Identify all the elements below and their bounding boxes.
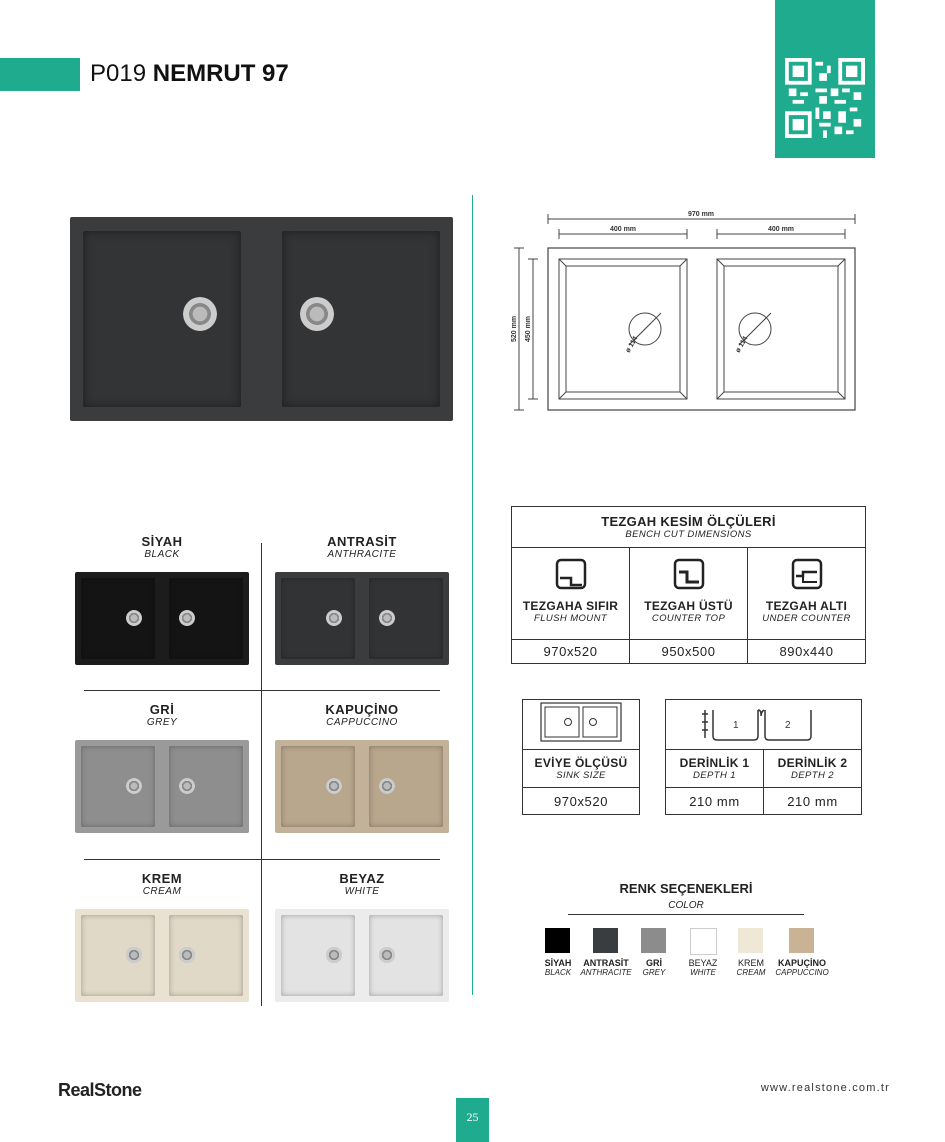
swatch-name-en: BLACK — [544, 968, 572, 977]
sink-outline-icon — [540, 702, 622, 742]
variant-bowl-left — [81, 578, 155, 659]
cut-dimensions-table — [511, 506, 866, 664]
variant-name-en: CREAM — [142, 886, 182, 897]
main-sink-photo — [70, 217, 453, 421]
variant-label — [275, 534, 449, 560]
dim-drain-right: ø 114 — [734, 335, 750, 354]
cut-title: TEZGAH KESİM ÖLÇÜLERİ — [601, 514, 776, 529]
page-title — [90, 60, 289, 88]
variant-name-en: WHITE — [344, 886, 380, 897]
variant-label — [75, 534, 249, 560]
flush-mount-label: TEZGAHA SIFIR — [522, 599, 619, 613]
under-counter-icon — [791, 558, 823, 590]
variant-bowl-left — [281, 915, 355, 996]
variant-name-tr: BEYAZ — [339, 871, 385, 886]
variant-drain-left — [126, 610, 142, 626]
flush-mount-en: FLUSH MOUNT — [534, 613, 608, 624]
color-options-rule — [568, 914, 804, 915]
swatch-name-tr: ANTRASİT — [583, 958, 629, 968]
variant-drain-right — [379, 610, 395, 626]
color-options-title: RENK SEÇENEKLERİ — [619, 881, 753, 896]
under-counter-en: UNDER COUNTER — [762, 613, 851, 624]
sink-bowl-left — [83, 231, 241, 407]
grid-hline-1 — [84, 690, 440, 691]
grid-vline — [261, 543, 262, 1006]
counter-top-en: COUNTER TOP — [651, 613, 726, 624]
variant-drain-right — [179, 778, 195, 794]
variant-name-en: CAPPUCCINO — [326, 717, 398, 728]
variant-bowl-left — [281, 746, 355, 827]
swatch-name-en: CAPPUCCINO — [775, 968, 829, 977]
grid-hline-2 — [84, 859, 440, 860]
variant-name-en: BLACK — [144, 549, 180, 560]
sink-size-en: SINK SIZE — [556, 770, 606, 781]
variant-sink-photo — [275, 572, 449, 665]
dim-bowl-left: 400 mm — [609, 226, 637, 233]
variant-sink-photo — [75, 572, 249, 665]
flush-mount-icon — [555, 558, 587, 590]
depth-marker-2: 2 — [784, 720, 791, 731]
page-number-tab — [456, 1098, 489, 1142]
variant-drain-right — [379, 778, 395, 794]
color-swatch — [641, 928, 666, 953]
depth1-value: 210 mm — [666, 788, 764, 815]
page-divider — [472, 195, 473, 995]
depth-table — [665, 699, 862, 815]
swatch-name-tr: GRİ — [645, 958, 662, 968]
depth1-en: DEPTH 1 — [693, 770, 736, 781]
swatch-name-en: GREY — [642, 968, 666, 977]
product-code: P019 — [90, 60, 147, 87]
color-swatch — [738, 928, 763, 953]
dim-overall-depth: 520 mm — [511, 315, 518, 343]
dim-bowl-depth: 450 mm — [525, 315, 532, 343]
swatch-name-tr: SİYAH — [544, 958, 572, 968]
color-swatch — [545, 928, 570, 953]
color-options-subtitle: COLOR — [668, 900, 704, 911]
header-band — [0, 58, 80, 91]
under-counter-label: TEZGAH ALTI — [765, 599, 848, 613]
variant-drain-left — [326, 778, 342, 794]
drain-right — [300, 297, 334, 331]
qr-panel — [775, 0, 875, 158]
dim-bowl-right: 400 mm — [767, 226, 795, 233]
depth1-label: DERİNLİK 1 — [679, 756, 750, 770]
sink-size-value: 970x520 — [523, 788, 640, 815]
variant-drain-left — [126, 947, 142, 963]
brand-logo: RealStone — [58, 1080, 142, 1100]
drain-left — [183, 297, 217, 331]
dim-overall-width: 970 mm — [687, 211, 715, 218]
variant-name-tr: KREM — [141, 871, 183, 886]
variant-label — [275, 871, 449, 897]
product-name: NEMRUT 97 — [152, 60, 289, 87]
qr-code-icon — [785, 58, 865, 138]
variant-name-tr: SİYAH — [141, 534, 183, 549]
variant-name-tr: ANTRASİT — [327, 534, 397, 549]
depth-marker-1: 1 — [732, 720, 739, 731]
variant-sink-photo — [275, 909, 449, 1002]
variant-label — [275, 702, 449, 728]
page-number: 25 — [466, 1110, 479, 1124]
variant-sink-photo — [75, 740, 249, 833]
sink-size-label: EVİYE ÖLÇÜSÜ — [534, 756, 628, 770]
dim-drain-left: ø 114 — [624, 335, 640, 354]
depth2-label: DERİNLİK 2 — [777, 756, 848, 770]
variant-drain-right — [379, 947, 395, 963]
color-swatch — [690, 928, 717, 955]
variant-label — [75, 871, 249, 897]
swatch-name-tr: KREM — [737, 958, 764, 968]
variant-name-en: ANTHRACITE — [327, 549, 397, 560]
variant-drain-right — [179, 947, 195, 963]
variant-drain-left — [326, 947, 342, 963]
swatch-name-tr: KAPUÇİNO — [777, 958, 826, 968]
swatch-name-tr: BEYAZ — [688, 958, 718, 968]
counter-top-value: 950x500 — [630, 640, 748, 664]
counter-top-label: TEZGAH ÜSTÜ — [644, 599, 733, 613]
variant-drain-left — [126, 778, 142, 794]
color-swatch — [789, 928, 814, 953]
sink-size-table — [522, 699, 640, 815]
depth-profile-icon — [699, 702, 829, 742]
swatch-name-en: ANTHRACITE — [580, 968, 632, 977]
variant-drain-right — [179, 610, 195, 626]
swatch-name-en: CREAM — [736, 968, 766, 977]
under-counter-value: 890x440 — [748, 640, 866, 664]
variant-sink-photo — [75, 909, 249, 1002]
counter-top-icon — [673, 558, 705, 590]
variant-name-tr: KAPUÇİNO — [325, 702, 399, 717]
variant-bowl-left — [81, 915, 155, 996]
cut-subtitle: BENCH CUT DIMENSIONS — [625, 529, 752, 540]
color-swatch-label — [772, 958, 832, 977]
depth2-value: 210 mm — [764, 788, 862, 815]
variant-name-tr: GRİ — [149, 702, 175, 717]
technical-drawing — [505, 205, 865, 420]
variant-bowl-left — [81, 746, 155, 827]
website-url: www.realstone.com.tr — [760, 1082, 890, 1094]
flush-mount-value: 970x520 — [512, 640, 630, 664]
variant-name-en: GREY — [146, 717, 178, 728]
variant-sink-photo — [275, 740, 449, 833]
depth2-en: DEPTH 2 — [791, 770, 834, 781]
variant-drain-left — [326, 610, 342, 626]
swatch-name-en: WHITE — [690, 968, 716, 977]
variant-label — [75, 702, 249, 728]
color-swatch — [593, 928, 618, 953]
variant-bowl-left — [281, 578, 355, 659]
